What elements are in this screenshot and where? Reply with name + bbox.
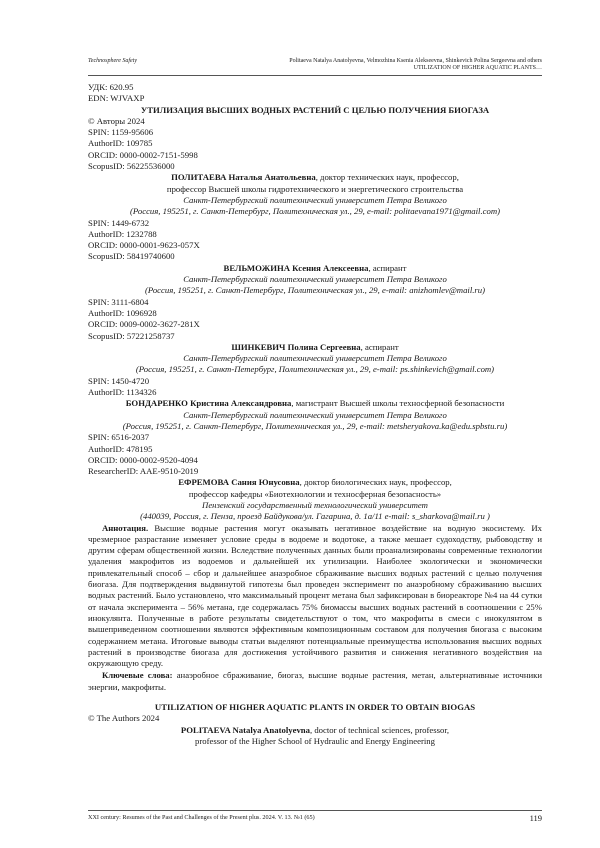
author-address: (Россия, 195251, г. Санкт-Петербург, Политехническая ул., 29, e-mail: metsheryakova.ka@edu.spbstu.ru) <box>122 420 508 431</box>
author-role: , доктор биологических наук, профессор, <box>299 477 452 488</box>
copyright-ru: © Авторы 2024 <box>88 115 145 126</box>
author-org: Санкт-Петербургский политехнический университет Петра Великого <box>183 353 447 364</box>
author-org: Санкт-Петербургский политехнический университет Петра Великого <box>183 409 447 420</box>
author-name: БОНДАРЕНКО Кристина Александровна <box>125 398 292 409</box>
author-id: AuthorID: 109785 <box>88 138 153 149</box>
page-footer <box>88 810 542 821</box>
running-header <box>88 55 542 76</box>
footer-journal: XXI century: Resumes of the Past and Challenges of the Present plus. 2024. V. 13. №1 (65) <box>88 814 315 821</box>
author-address: (Россия, 195251, г. Санкт-Петербург, Политехническая ул., 29, e-mail: anizhomlev@mail.ru) <box>144 285 486 296</box>
author-address: (Россия, 195251, г. Санкт-Петербург, Политехническая ул., 29, e-mail: ps.shinkevich@gmail.com) <box>135 364 495 375</box>
author-role2-en: professor of the Higher School of Hydraulic and Energy Engineering <box>195 735 435 746</box>
keywords-text: анаэробное сбраживание, биогаз, высшие водные растения, метан, альтернативные источники энергии, макрофиты. <box>88 670 542 692</box>
keywords <box>88 670 542 693</box>
udk: УДК: 620.95 <box>88 82 134 92</box>
author-org: Пензенский государственный технологический университет <box>202 499 428 510</box>
author-line <box>88 477 542 488</box>
abstract-label: Аннотация. <box>102 522 149 533</box>
keywords-label: Ключевые слова: <box>102 670 173 681</box>
page-number: 119 <box>529 813 542 823</box>
header-short-title: UTILIZATION OF HIGHER AQUATIC PLANTS… <box>413 65 542 72</box>
author-id: SPIN: 1449-6732 <box>88 217 150 228</box>
author-name: ШИНКЕВИЧ Полина Сергеевна <box>231 341 361 352</box>
author-role: , доктор технических наук, профессор, <box>315 172 459 183</box>
author-id: AuthorID: 478195 <box>88 443 153 454</box>
author-name: ПОЛИТАЕВА Наталья Анатольевна <box>171 172 316 183</box>
author-id: AuthorID: 1232788 <box>88 228 157 239</box>
author-role: , магистрант Высшей школы техносферной безопасности <box>291 398 505 409</box>
author-address: (Россия, 195251, г. Санкт-Петербург, Политехническая ул., 29, e-mail: politaevana1971@gmail.com) <box>129 206 500 217</box>
author-line <box>88 172 542 183</box>
author-name-en: POLITAEVA Natalya Anatolyevna <box>180 724 310 735</box>
author-line <box>88 342 542 353</box>
edn: EDN: WJVAXP <box>88 93 145 104</box>
copyright-en: © The Authors 2024 <box>88 713 160 724</box>
author-id: ScopusID: 56225536000 <box>88 161 175 172</box>
author-id: AuthorID: 1096928 <box>88 307 157 318</box>
author-block <box>88 432 542 522</box>
author-block <box>88 297 542 376</box>
journal-name: Technosphere Safety <box>88 58 138 64</box>
article-title-en: UTILIZATION OF HIGHER AQUATIC PLANTS IN ORDER TO OBTAIN BIOGAS <box>154 702 476 713</box>
author-org: Санкт-Петербургский политехнический университет Петра Великого <box>183 274 447 285</box>
author-block <box>88 376 542 432</box>
abstract-text: Высшие водные растения могут оказывать негативное воздействие на водную экосистему. Их чрезмерное разрастание изменяет условие среды в водоеме и водотоке, а также мешает судоходству, рыбоводству и другим сферам общественной жизни. Вследствие полученных данных были проанализированы современные технологии удаления макрофитов из водоемов и дальнейшей их утилизации. Наиболее экологически и экономически привлекательный способ – сбор и дальнейшее анаэробное сбраживание высших водных растений с целью получения биогаза. Для подтверждения выдвинутой гипотезы был проведен эксперимент по анаэробному сбраживанию высших водных растений. Было установлено, что максимальный процент метана был зафиксирован в биореакторе №4 на 44 сутки от начала эксперимента – 56% метана, где содержалась 75% биомассы высших водных растений в соотношении с 25% инокулянта. Полученные в работе результаты свидетельствуют о том, что макрофиты в смеси с инокулянтом в вышеприведенном соотношении являются эффективным композиционным составом для получения биогаза с высоким содержанием метана. Итоговые выводы статьи выделяют потенциальные преимущества использования высших водных растений в производстве биогаза для достижения устойчивого развития и снижения негативного воздействия на окружающую среду. <box>88 522 542 669</box>
author-role-en: , doctor of technical sciences, professor, <box>309 724 450 735</box>
author-name: ЕФРЕМОВА Сания Юнусовна <box>178 477 300 488</box>
author-id: ORCID: 0000-0002-9520-4094 <box>88 454 198 465</box>
author-id: ORCID: 0000-0002-7151-5998 <box>88 149 198 160</box>
author-id: ORCID: 0009-0002-3627-281X <box>88 319 200 330</box>
author-id: SPIN: 1159-95606 <box>88 127 154 138</box>
author-role: , аспирант <box>360 341 399 352</box>
author-id: ScopusID: 58419740600 <box>88 251 175 262</box>
author-address: (440039, Россия, г. Пенза, проезд Байдукова/ул. Гагарина, д. 1а/11 e-mail: s_sharkova@mail.ru ) <box>140 511 490 522</box>
abstract <box>88 523 542 670</box>
author-line <box>88 398 542 409</box>
author-name: ВЕЛЬМОЖИНА Ксения Алексеевна <box>223 262 369 273</box>
author-block <box>88 218 542 297</box>
author-org: Санкт-Петербургский политехнический университет Петра Великого <box>183 194 447 205</box>
author-id: SPIN: 3111-6804 <box>88 296 149 307</box>
author-role2: профессор Высшей школы гидротехнического и энергетического строительства <box>166 183 464 194</box>
author-id: ORCID: 0000-0001-9623-057X <box>88 240 200 251</box>
author-role: , аспирант <box>368 262 407 273</box>
author-line <box>88 263 542 274</box>
article-body <box>88 82 542 747</box>
header-right <box>289 58 542 72</box>
header-authors: Politaeva Natalya Anatolyevna, Velmozhina Ksenia Alekseevna, Shinkevich Polina Sergeevna and others <box>289 58 542 64</box>
author-id: ResearcherID: AAE-9510-2019 <box>88 466 199 477</box>
author-block <box>88 127 542 217</box>
author-role2: профессор кафедры «Биотехнологии и техносферная безопасность» <box>188 488 442 499</box>
author-id: SPIN: 6516-2037 <box>88 432 150 443</box>
author-id: AuthorID: 1134326 <box>88 387 157 398</box>
author-id: SPIN: 1450-4720 <box>88 375 150 386</box>
author-line-en <box>88 725 542 736</box>
article-title-ru: УТИЛИЗАЦИЯ ВЫСШИХ ВОДНЫХ РАСТЕНИЙ С ЦЕЛЬЮ ПОЛУЧЕНИЯ БИОГАЗА <box>140 104 490 115</box>
author-id: ScopusID: 57221258737 <box>88 330 175 341</box>
